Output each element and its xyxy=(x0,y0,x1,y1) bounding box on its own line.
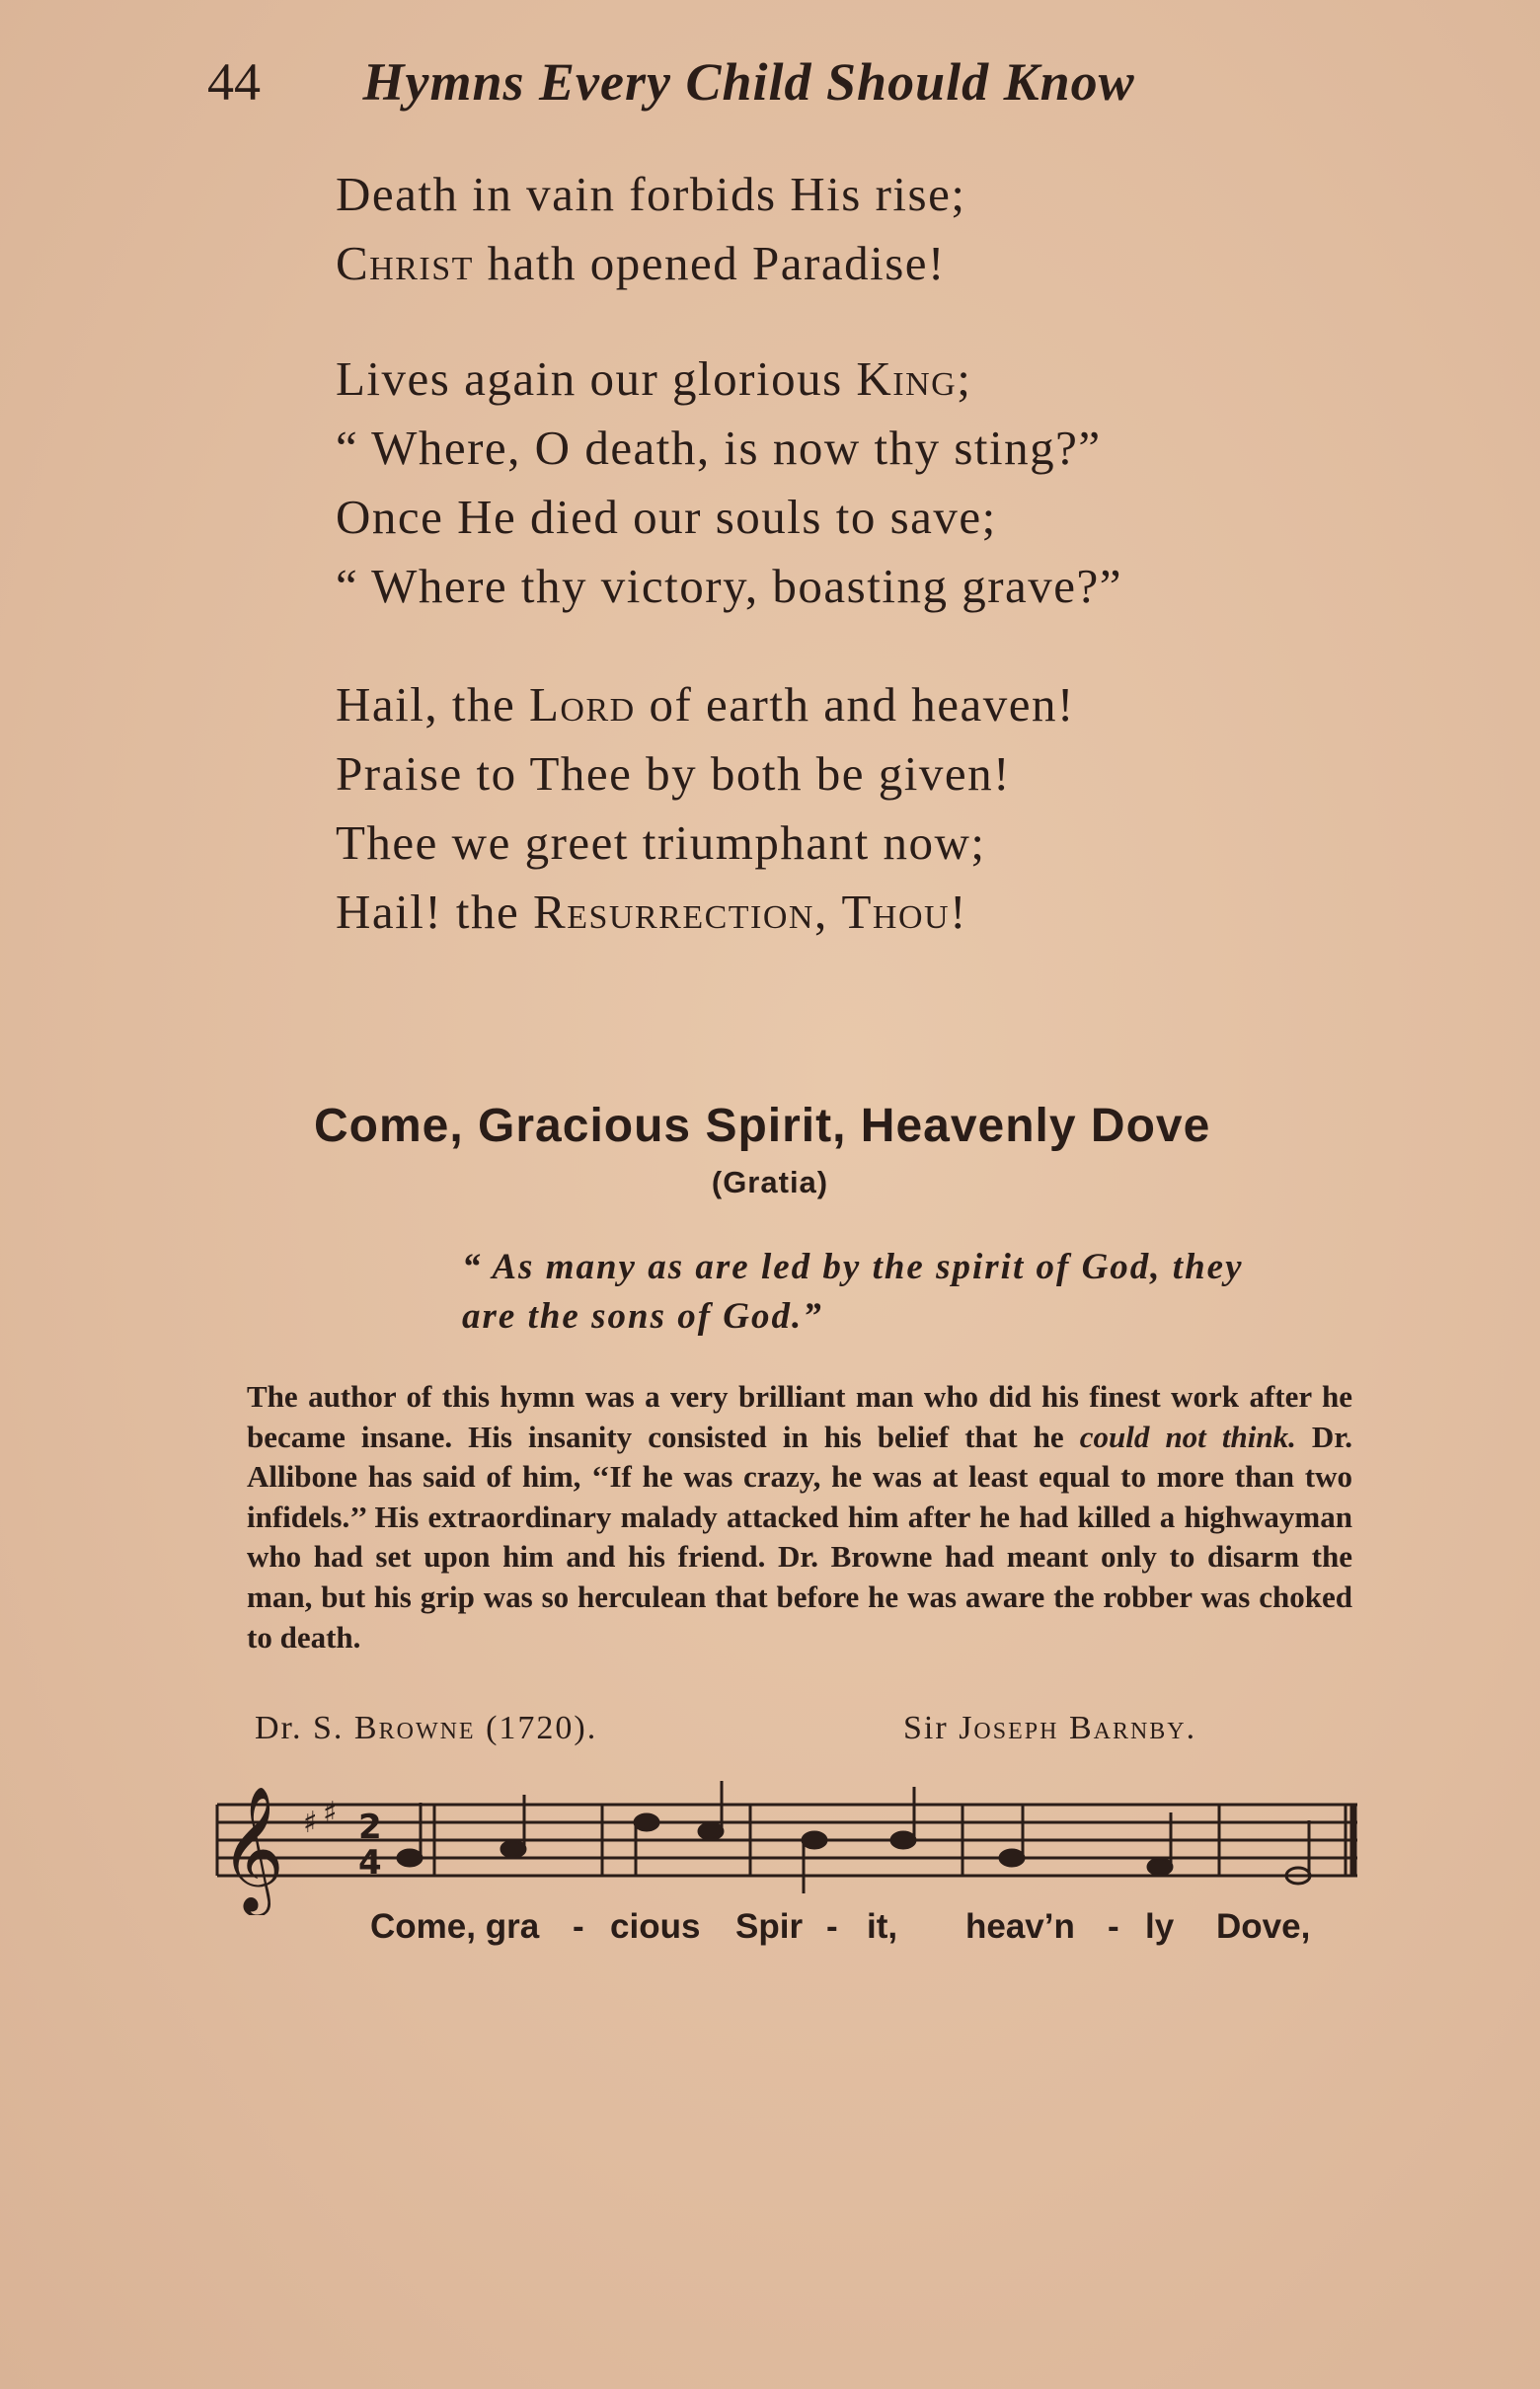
verse-line: “ Where thy victory, boasting grave?” xyxy=(336,559,1123,613)
intro-paragraph: The author of this hymn was a very brilliant man who did his finest work after he became insane. His insanity consisted in his belief that he could not think. Dr. Allibone has said of him, ‘‘If he was crazy, he was at least equal to more than two infidels.’’ His extraordinary malady attacked him after he had killed a highwayman who had set upon him and his friend. Dr. Browne had meant only to disarm the man, but his grip was so herculean that before he was aware the robber was choked to death. xyxy=(247,1379,1352,1655)
note-icon xyxy=(1148,1859,1172,1875)
author-credit: Dr. S. Browne (1720). xyxy=(255,1710,598,1746)
note-icon xyxy=(398,1850,422,1866)
page-header xyxy=(207,51,1135,113)
sharp-icon: ♯ xyxy=(303,1806,318,1840)
lyric-syllable: Come, gra xyxy=(370,1907,540,1946)
note-icon xyxy=(635,1814,658,1830)
note-icon xyxy=(699,1823,723,1839)
verse-line: Praise to Thee by both be given! xyxy=(336,746,1011,801)
treble-clef-icon: 𝄞 xyxy=(220,1785,285,1911)
verse-line: Christ hath opened Paradise! xyxy=(336,236,946,290)
time-signature-bottom: 4 xyxy=(358,1843,382,1883)
verse-line: Death in vain forbids His rise; xyxy=(336,167,966,221)
hymn-title: Come, Gracious Spirit, Heavenly Dove xyxy=(314,1100,1211,1152)
verse-line: Once He died our souls to save; xyxy=(336,490,997,544)
lyric-syllable: heav’n xyxy=(965,1907,1075,1946)
verse-line: Hail! the Resurrection, Thou! xyxy=(336,885,967,939)
tune-name: (Gratia) xyxy=(711,1165,829,1199)
note-icon xyxy=(891,1832,915,1848)
time-signature-top: 2 xyxy=(358,1808,382,1847)
lyric-syllable: cious xyxy=(610,1907,701,1946)
verse-line: Hail, the Lord of earth and heaven! xyxy=(336,677,1075,732)
lyric-syllable: Dove, xyxy=(1216,1907,1311,1946)
lyric-syllable: ly xyxy=(1145,1907,1175,1946)
verse-line: Lives again our glorious King; xyxy=(336,351,972,406)
lyric-syllable: - xyxy=(1108,1907,1119,1946)
note-icon xyxy=(803,1832,826,1848)
lyric-syllable: - xyxy=(826,1907,838,1946)
composer-credit: Sir Joseph Barnby. xyxy=(903,1710,1197,1746)
sharp-icon: ♯ xyxy=(323,1796,338,1830)
epigraph-line: “ As many as are led by the spirit of God, they xyxy=(462,1247,1244,1287)
note-icon xyxy=(1000,1850,1024,1866)
book-title: Hymns Every Child Should Know xyxy=(362,52,1135,112)
verse-line: Thee we greet triumphant now; xyxy=(336,815,986,870)
lyric-syllable: - xyxy=(573,1907,584,1946)
epigraph-line: are the sons of God.” xyxy=(462,1296,823,1337)
verse-line: “ Where, O death, is now thy sting?” xyxy=(336,421,1102,475)
note-icon xyxy=(501,1841,525,1857)
music-staff xyxy=(212,1777,1377,1915)
lyric-syllable: it, xyxy=(867,1907,898,1946)
lyric-syllable: Spir xyxy=(735,1907,804,1946)
page-number: 44 xyxy=(207,52,261,112)
